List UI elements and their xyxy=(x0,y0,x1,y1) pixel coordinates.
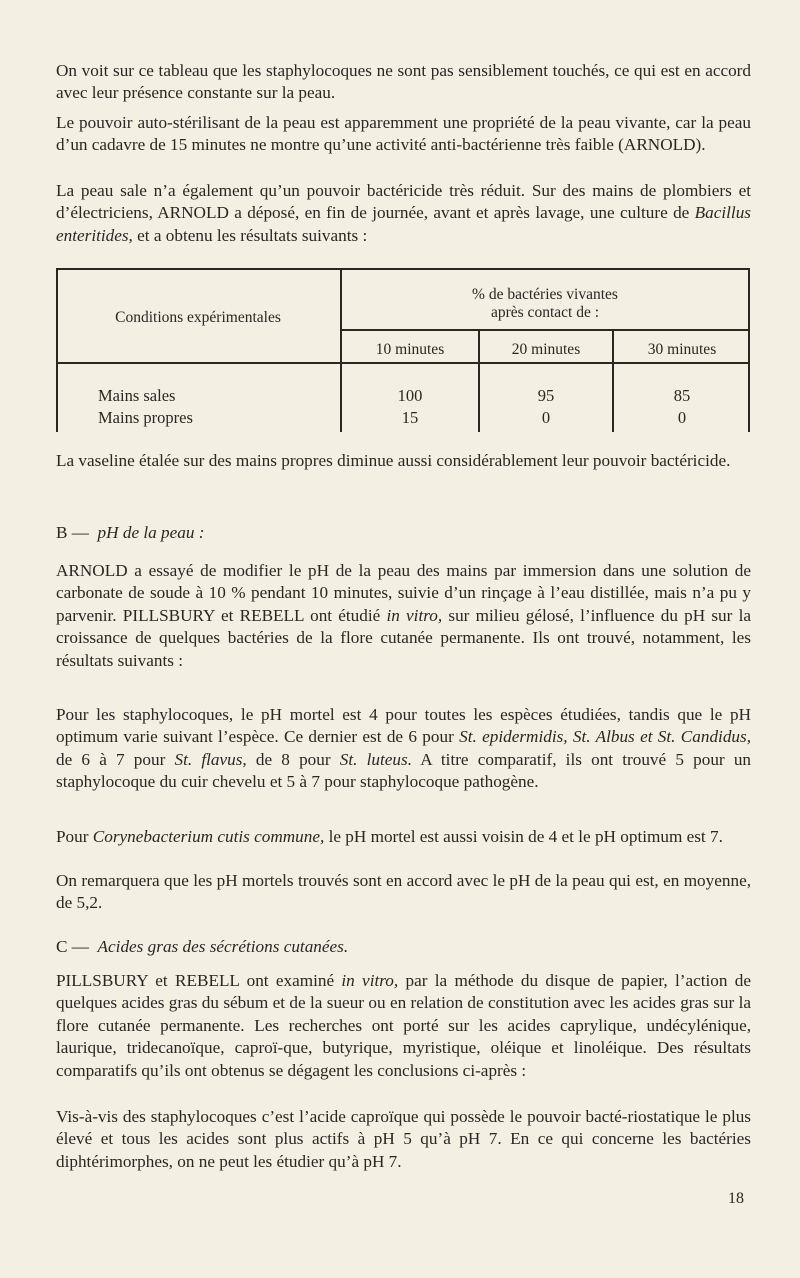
latin-term: in vitro, xyxy=(386,605,443,625)
paragraph-text: On remarquera que les pH mortels trouvés sont en accord avec le pH de la peau qui est, en moyenne, de 5,2. xyxy=(56,871,751,913)
paragraph-text: PILLSBURY et REBELL ont examiné xyxy=(56,971,342,990)
section-heading-b xyxy=(56,522,204,544)
results-table xyxy=(56,268,750,432)
species-name: St. epidermidis, St. Albus et St. Candidus, xyxy=(459,727,752,747)
paragraph-text: ARNOLD a essayé de modifier le pH de la peau des mains par immersion dans une solution de carbonate de soude à 10 % pendant 10 minutes, suivie d’un rinçage à l’eau distillée, mais n’a pu y parvenir. PILLSBURY et REBELL ont étudié xyxy=(56,561,751,625)
paragraph-staphylocoques-ph xyxy=(56,704,751,794)
paragraph-text: sur milieu gélosé, l’influence du pH sur la croissance de quelques bactéries de la flore cutanée permanente. Ils ont trouvé, notamment, les résultats suivants : xyxy=(56,605,751,670)
table-header-percent-line2: après contact de : xyxy=(490,304,599,321)
table-cell: 85 xyxy=(673,386,691,405)
paragraph-text: La peau sale n’a également qu’un pouvoir bactéricide très réduit. Sur des mains de plombiers et d’électriciens, ARNOLD a déposé, en fin de journée, avant et après lavage, une culture de xyxy=(56,181,751,223)
table-subheader-rule xyxy=(342,329,750,331)
paragraph-vaseline xyxy=(56,450,751,472)
section-letter: C — xyxy=(56,937,89,956)
section-title: Acides gras des sécrétions cutanées. xyxy=(97,937,349,956)
species-name: St. flavus, xyxy=(174,749,247,769)
paragraph-text: Vis-à-vis des staphylocoques c’est l’acide caproïque qui possède le pouvoir bacté-riostatique le plus élevé et tous les acides sont plus actifs à pH 5 qu’à pH 7. En ce qui concerne les bactéries diphtérimorphes, on ne peut les étudier qu’à pH 7. xyxy=(56,1107,751,1171)
section-heading-c xyxy=(56,936,348,958)
paragraph-text: La vaseline étalée sur des mains propres diminue aussi considérablement leur pouvoir bactéricide. xyxy=(56,451,731,470)
species-name: Bacillus enteritides, xyxy=(56,203,751,245)
table-left-border xyxy=(56,268,58,432)
paragraph-text: Pour les staphylocoques, le pH mortel est 4 pour toutes les espèces étudiées, tandis que le pH optimum varie suivant l’espèce. Ce dernier est de 6 pour xyxy=(56,705,751,747)
table-cell: 0 xyxy=(541,408,551,427)
paragraph-acide-caproique xyxy=(56,1106,751,1173)
table-cell: 0 xyxy=(677,408,687,427)
paragraph-auto-sterilisant xyxy=(56,112,751,157)
paragraph-text: A titre comparatif, ils ont trouvé 5 pour un staphylocoque du cuir chevelu et 5 à 7 pour staphylocoque pathogène. xyxy=(56,749,752,792)
paragraph-text: le pH mortel est aussi voisin de 4 et le pH optimum est 7. xyxy=(324,827,723,846)
paragraph-ph-mortels xyxy=(56,870,751,915)
table-row-label: Mains propres xyxy=(98,408,193,427)
table-col-header: 30 minutes xyxy=(647,341,717,358)
paragraph-text: Pour xyxy=(56,827,93,846)
table-header-conditions: Conditions expérimentales xyxy=(115,309,281,326)
table-header-rule-left xyxy=(56,362,342,364)
table-top-rule xyxy=(56,268,750,270)
table-cell: 15 xyxy=(401,408,419,427)
table-cell: 95 xyxy=(537,386,555,405)
paragraph-text: de 8 pour xyxy=(246,749,340,769)
table-col-header: 20 minutes xyxy=(511,341,581,358)
section-letter: B — xyxy=(56,523,89,542)
paragraph-text: On voit sur ce tableau que les staphylocoques ne sont pas sensiblement touchés, ce qui est en accord avec leur présence constante sur la peau. xyxy=(56,61,751,103)
table-header-rule-right xyxy=(342,362,750,364)
page-number: 18 xyxy=(728,1190,744,1207)
species-name: Corynebacterium cutis commune, xyxy=(92,827,325,846)
paragraph-staphylocoques-tableau xyxy=(56,60,751,105)
table-col-header: 10 minutes xyxy=(375,341,445,358)
latin-term: in vitro, xyxy=(341,971,399,990)
paragraph-text: et a obtenu les résultats suivants : xyxy=(132,225,368,245)
paragraph-text: Le pouvoir auto-stérilisant de la peau est apparemment une propriété de la peau vivante, car la peau d’un cadavre de 15 minutes ne montre qu’une activité anti-bactérienne très faible (ARNOLD). xyxy=(56,113,751,155)
paragraph-text: par la méthode du disque de papier, l’action de quelques acides gras du sébum et de la sueur ou en relation de constitution avec les acides gras sur la flore cutanée permanente. Les recherches ont porté sur les acides caprylique, undécylénique, laurique, tridecanoïque, caproï-que, butyrique, myristique, oléique et linoléique. Des résultats comparatifs qu’ils ont obtenus se dégagent les conclusions ci-après : xyxy=(56,971,751,1080)
table-cell: 100 xyxy=(397,386,423,405)
paragraph-acides-gras xyxy=(56,970,751,1082)
table-header-percent-line1: % de bactéries vivantes xyxy=(472,286,618,303)
paragraph-text: de 6 à 7 pour xyxy=(56,749,175,769)
paragraph-peau-sale xyxy=(56,180,751,247)
paragraph-arnold-ph xyxy=(56,560,751,672)
section-title: pH de la peau : xyxy=(97,523,205,542)
table-row-label: Mains sales xyxy=(98,386,176,405)
paragraph-corynebacterium xyxy=(56,826,751,848)
species-name: St. luteus. xyxy=(339,749,412,769)
